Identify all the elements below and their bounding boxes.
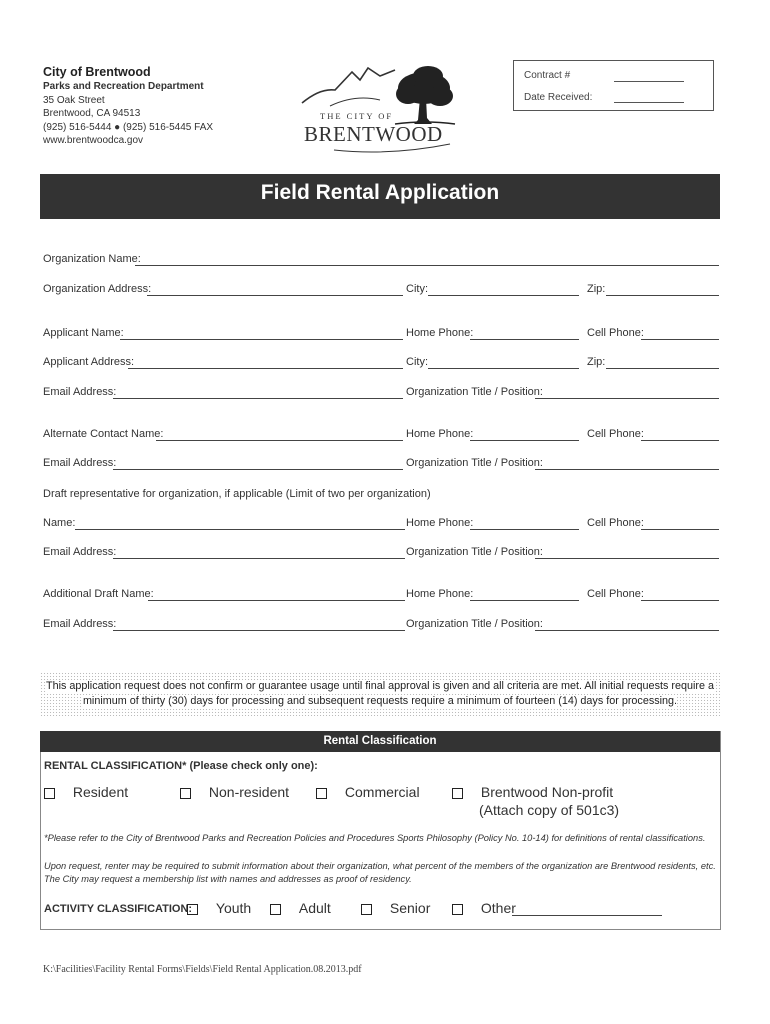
- additional-home-phone-label: Home Phone:: [406, 588, 474, 600]
- alt-home-phone-field[interactable]: [470, 440, 579, 441]
- checkbox-icon[interactable]: [361, 904, 372, 915]
- logo-top-text: THE CITY OF: [320, 111, 394, 121]
- checkbox-icon[interactable]: [316, 788, 327, 799]
- website-link[interactable]: www.brentwoodca.gov: [43, 135, 144, 146]
- option-non-resident-label: Non-resident: [208, 784, 290, 800]
- checkbox-icon[interactable]: [187, 904, 198, 915]
- activity-classification-label: ACTIVITY CLASSIFICATION:: [44, 903, 193, 915]
- alt-contact-field[interactable]: [156, 440, 403, 441]
- policy-note: *Please refer to the City of Brentwood Parks and Recreation Policies and Procedures Sports Philosophy (Policy No. 10-14) for definitions of rental classifications.: [44, 833, 706, 843]
- activity-other[interactable]: [452, 900, 516, 916]
- draft-home-phone-label: Home Phone:: [406, 517, 474, 529]
- applicant-zip-field[interactable]: [606, 368, 719, 369]
- draft-rep-heading: Draft representative for organization, if applicable (Limit of two per organization): [43, 488, 431, 500]
- checkbox-icon[interactable]: [452, 788, 463, 799]
- activity-senior-label: Senior: [389, 900, 431, 916]
- date-received-label: Date Received:: [524, 92, 593, 103]
- org-city-field[interactable]: [428, 295, 579, 296]
- organization-address-block: [43, 64, 213, 148]
- contract-number-label: Contract #: [524, 70, 571, 81]
- rental-instruction: RENTAL CLASSIFICATION* (Please check only one):: [44, 760, 318, 772]
- activity-adult-label: Adult: [298, 900, 331, 916]
- applicant-name-label: Applicant Name:: [43, 327, 124, 339]
- applicant-address-label: Applicant Address:: [43, 356, 135, 368]
- page-title: Field Rental Application: [40, 174, 720, 219]
- draft-title-label: Organization Title / Position:: [406, 546, 543, 558]
- checkbox-icon[interactable]: [270, 904, 281, 915]
- applicant-address-field[interactable]: [128, 368, 403, 369]
- org-zip-field[interactable]: [606, 295, 719, 296]
- activity-other-label: Other: [480, 900, 516, 916]
- alt-cell-phone-field[interactable]: [641, 440, 719, 441]
- notice-line-1: This application request does not confirm or guarantee usage until final approval is given and all criteria are met. All initial requests require a: [46, 680, 714, 692]
- option-brentwood-nonprofit[interactable]: [452, 784, 613, 800]
- draft-email-field[interactable]: [113, 558, 405, 559]
- alt-title-label: Organization Title / Position:: [406, 457, 543, 469]
- applicant-zip-label: Zip:: [587, 356, 606, 368]
- draft-cell-phone-field[interactable]: [641, 529, 719, 530]
- additional-email-field[interactable]: [113, 630, 405, 631]
- additional-title-label: Organization Title / Position:: [406, 618, 543, 630]
- additional-draft-field[interactable]: [148, 600, 405, 601]
- org-city-label: City:: [406, 283, 428, 295]
- applicant-title-label: Organization Title / Position:: [406, 386, 543, 398]
- applicant-email-field[interactable]: [113, 398, 403, 399]
- org-name-label: Organization Name:: [43, 253, 141, 265]
- option-resident[interactable]: [44, 784, 128, 800]
- org-address-field[interactable]: [147, 295, 403, 296]
- checkbox-icon[interactable]: [44, 788, 55, 799]
- nonprofit-attach-note: (Attach copy of 501c3): [479, 802, 620, 818]
- option-non-resident[interactable]: [180, 784, 289, 800]
- org-address-label: Organization Address:: [43, 283, 152, 295]
- org-zip-label: Zip:: [587, 283, 606, 295]
- checkbox-icon[interactable]: [452, 904, 463, 915]
- draft-cell-phone-label: Cell Phone:: [587, 517, 644, 529]
- checkbox-icon[interactable]: [180, 788, 191, 799]
- alt-cell-phone-label: Cell Phone:: [587, 428, 644, 440]
- alt-home-phone-label: Home Phone:: [406, 428, 474, 440]
- applicant-cell-phone-label: Cell Phone:: [587, 327, 644, 339]
- applicant-home-phone-label: Home Phone:: [406, 327, 474, 339]
- residency-note-2: The City may request a membership list with names and addresses as proof of residency.: [44, 874, 412, 884]
- logo-name: BRENTWOOD: [304, 122, 443, 146]
- activity-adult[interactable]: [270, 900, 331, 916]
- activity-youth-label: Youth: [215, 900, 252, 916]
- option-nonprofit-label: Brentwood Non-profit: [480, 784, 614, 800]
- org-name-field[interactable]: [135, 265, 719, 266]
- draft-name-label: Name:: [43, 517, 76, 529]
- option-commercial[interactable]: [316, 784, 420, 800]
- city-name: City of Brentwood: [43, 65, 151, 79]
- rental-classification-heading: Rental Classification: [40, 731, 720, 752]
- department-name: Parks and Recreation Department: [43, 81, 204, 92]
- additional-home-phone-field[interactable]: [470, 600, 579, 601]
- additional-cell-phone-label: Cell Phone:: [587, 588, 644, 600]
- additional-draft-label: Additional Draft Name:: [43, 588, 154, 600]
- residency-note-1: Upon request, renter may be required to submit information about their organization, what percent of the members of the organization are Brentwood residents, etc.: [44, 861, 716, 871]
- option-commercial-label: Commercial: [344, 784, 420, 800]
- applicant-city-field[interactable]: [428, 368, 579, 369]
- alt-contact-label: Alternate Contact Name:: [43, 428, 164, 440]
- additional-title-field[interactable]: [535, 630, 719, 631]
- draft-title-field[interactable]: [535, 558, 719, 559]
- activity-other-field[interactable]: [512, 915, 662, 916]
- contract-number-line[interactable]: [614, 81, 684, 82]
- draft-email-label: Email Address:: [43, 546, 117, 558]
- city-state-zip: Brentwood, CA 94513: [43, 108, 141, 119]
- alt-email-field[interactable]: [113, 469, 403, 470]
- draft-name-field[interactable]: [75, 529, 405, 530]
- phone-fax: (925) 516-5444 ● (925) 516-5445 FAX: [43, 121, 214, 133]
- alt-title-field[interactable]: [535, 469, 719, 470]
- applicant-cell-phone-field[interactable]: [641, 339, 719, 340]
- office-use-box: [513, 60, 714, 111]
- activity-senior[interactable]: [361, 900, 430, 916]
- applicant-home-phone-field[interactable]: [470, 339, 579, 340]
- file-path-footer: K:\Facilities\Facility Rental Forms\Fields\Field Rental Application.08.2013.pdf: [43, 964, 362, 975]
- activity-youth[interactable]: [187, 900, 251, 916]
- processing-notice: [40, 672, 720, 716]
- option-resident-label: Resident: [72, 784, 129, 800]
- additional-cell-phone-field[interactable]: [641, 600, 719, 601]
- date-received-line[interactable]: [614, 102, 684, 103]
- notice-line-2: minimum of thirty (30) days for processing and subsequent requests require a minimum of fourteen (14) days for processing.: [82, 695, 678, 707]
- applicant-name-field[interactable]: [120, 339, 403, 340]
- applicant-city-label: City:: [406, 356, 428, 368]
- street-address: 35 Oak Street: [43, 94, 105, 106]
- applicant-title-field[interactable]: [535, 398, 719, 399]
- applicant-email-label: Email Address:: [43, 386, 117, 398]
- brentwood-logo: [300, 58, 460, 158]
- draft-home-phone-field[interactable]: [470, 529, 579, 530]
- alt-email-label: Email Address:: [43, 457, 117, 469]
- additional-email-label: Email Address:: [43, 618, 117, 630]
